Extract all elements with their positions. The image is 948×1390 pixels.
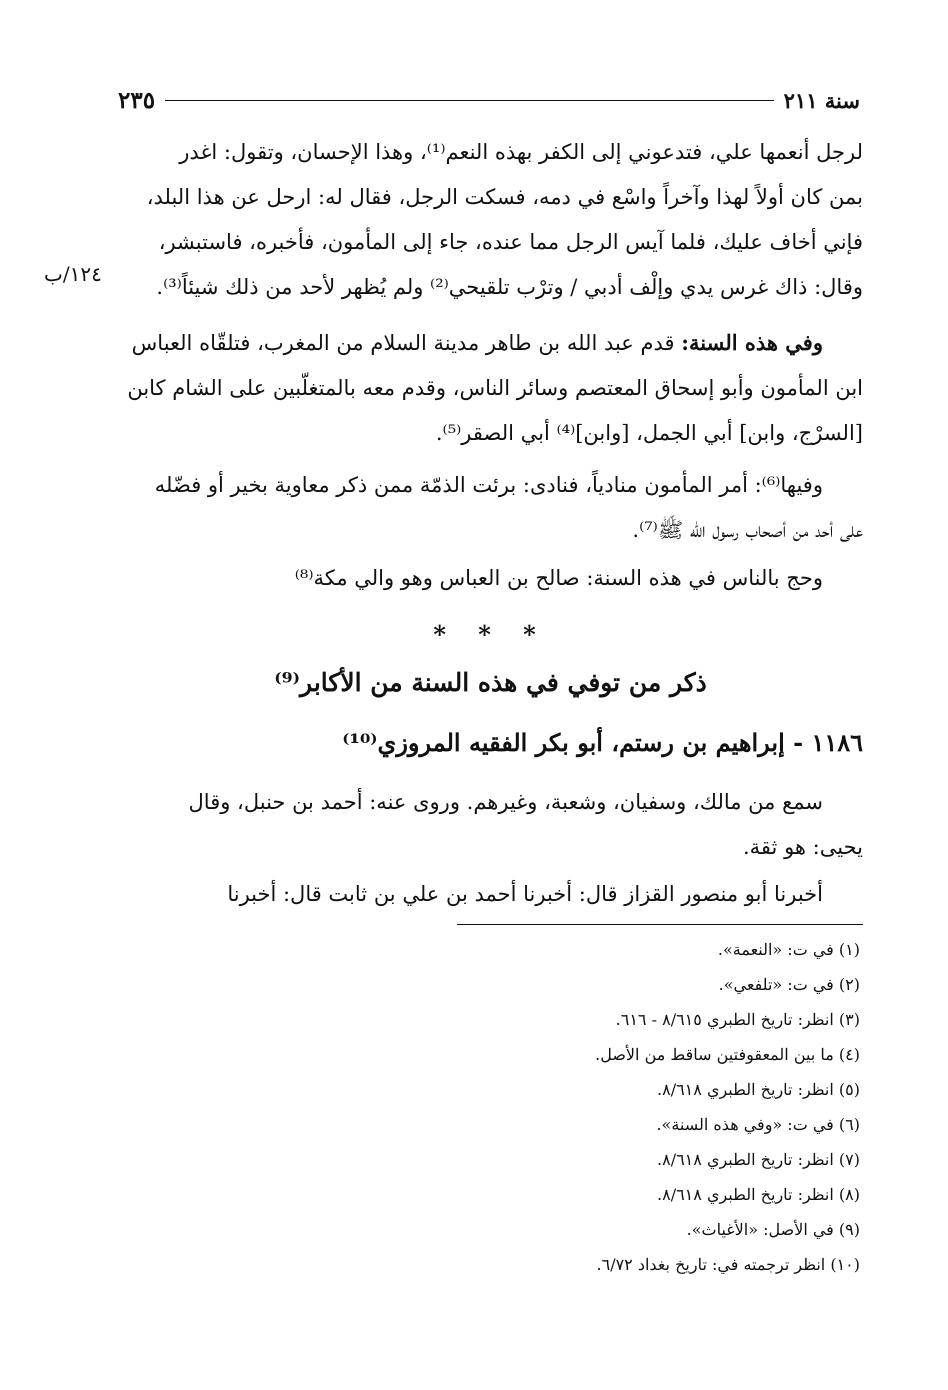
entry-heading: ١١٨٦ - إبراهيم بن رستم، أبو بكر الفقيه المروزي⁽¹⁰⁾ (342, 728, 863, 757)
text-line: سمع من مالك، وسفيان، وشعبة، وغيرهم. وروى عنه: أحمد بن حنبل، وقال (188, 790, 823, 814)
text-line: وقال: ذاك غرس يدي وإلْف أدبي / وترْب تلقيحي⁽²⁾ ولم يُظهر لأحد من ذلك شيئاً⁽³⁾. (156, 275, 863, 299)
footnote: (٩) في الأصل: «الأغياث». (686, 1220, 860, 1239)
section-heading: ذكر من توفي في هذه السنة من الأكابر⁽⁹⁾ (274, 668, 707, 697)
text-line: لرجل أنعمها علي، فتدعوني إلى الكفر بهذه النعم⁽¹⁾، وهذا الإحسان، وتقول: اغدر (179, 140, 863, 164)
text-line: وحج بالناس في هذه السنة: صالح بن العباس وهو والي مكة⁽⁸⁾ (294, 566, 823, 590)
text-line: بمن كان أولاً لهذا وآخراً واسْع في دمه، فسكت الرجل، فقال له: ارحل عن هذا البلد، (146, 185, 863, 209)
footnote: (٦) في ت: «وفي هذه السنة». (656, 1115, 860, 1134)
paragraph-7 (118, 872, 863, 917)
footnote: (٨) انظر: تاريخ الطبري ٨/٦١٨. (657, 1185, 860, 1204)
paragraph-6 (118, 780, 863, 870)
footnote: (١٠) انظر ترجمته في: تاريخ بغداد ٦/٧٢. (596, 1255, 860, 1274)
footnote: (٥) انظر: تاريخ الطبري ٨/٦١٨. (657, 1080, 860, 1099)
text-line: فإني أخاف عليك، فلما آيس الرجل مما عنده، جاء إلى المأمون، فأخبره، فاستبشر، (158, 230, 863, 254)
text-line: وفيها⁽⁶⁾: أمر المأمون منادياً، فنادى: برئت الذمّة ممن ذكر معاوية بخير أو فضّله (154, 473, 823, 497)
manuscript-folio-note: ١٢٤/ب (44, 262, 102, 286)
paragraph-lead: وفي هذه السنة: (681, 330, 823, 355)
footnote-rule (457, 924, 863, 925)
footnotes (118, 932, 860, 1282)
footnote: (٤) ما بين المعقوفتين ساقط من الأصل. (595, 1045, 860, 1064)
running-header-year: سنة ٢١١ (783, 87, 860, 113)
text-span: قدم عبد الله بن طاهر مدينة السلام من المغرب، فتلقّاه العباس (131, 331, 682, 355)
text-line: على أحد من أصحاب رسول الله ﷺ⁽⁷⁾. (632, 518, 863, 542)
footnote: (٧) انظر: تاريخ الطبري ٨/٦١٨. (657, 1150, 860, 1169)
page-number: ٢٣٥ (118, 86, 156, 114)
footnote: (٣) انظر: تاريخ الطبري ٨/٦١٥ - ٦١٦. (615, 1010, 860, 1029)
text-line (118, 320, 863, 366)
section-separator: * * * (433, 620, 548, 649)
header-rule (165, 100, 774, 101)
paragraph-1 (118, 130, 863, 310)
paragraph-4 (118, 556, 863, 601)
paragraph-2 (118, 320, 863, 456)
text-line: [السرْج، وابن] أبي الجمل، [وابن]⁽⁴⁾ أبي الصقر⁽⁵⁾. (435, 421, 863, 445)
footnote: (١) في ت: «النعمة». (717, 940, 860, 959)
text-line: ابن المأمون وأبو إسحاق المعتصم وسائر الناس، وقدم معه بالمتغلّبين على الشام كابن (127, 376, 863, 400)
running-header (118, 80, 860, 120)
footnote: (٢) في ت: «تلفعي». (718, 975, 860, 994)
paragraph-3 (118, 463, 863, 553)
text-line: أخبرنا أبو منصور القزاز قال: أخبرنا أحمد بن علي بن ثابت قال: أخبرنا (227, 882, 823, 906)
text-line: يحيى: هو ثقة. (743, 835, 863, 859)
